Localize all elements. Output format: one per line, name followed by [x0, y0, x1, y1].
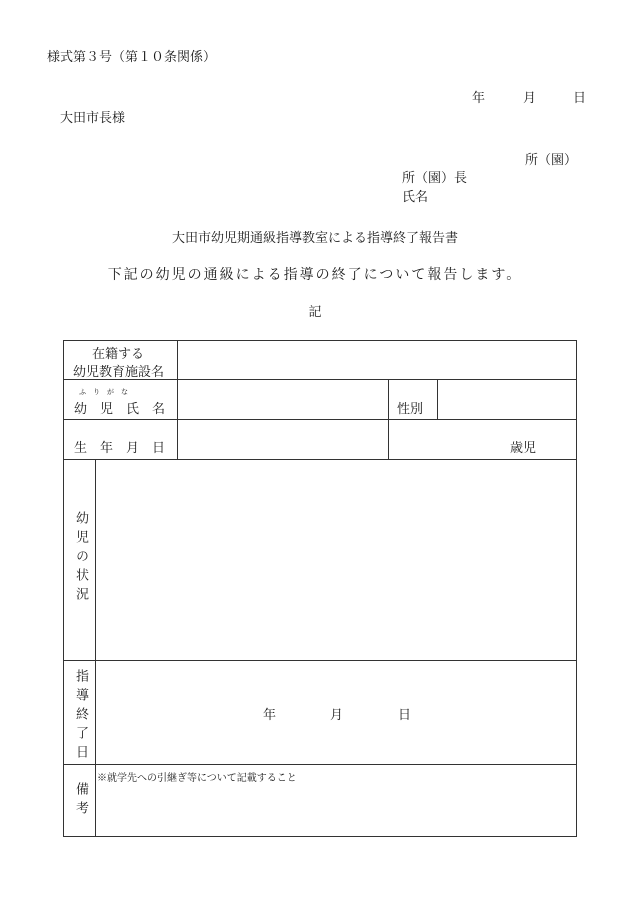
intro-text: 下記の幼児の通級による指導の終了について報告します。	[107, 267, 523, 283]
end-year-label: 年	[263, 708, 277, 723]
director-label: 所（園）長	[402, 171, 468, 186]
facility-label-line2: 幼児教育施設名	[73, 365, 165, 380]
narrow-label-divider	[95, 459, 96, 837]
table-border-right	[576, 340, 577, 837]
row-divider	[63, 419, 577, 420]
gender-value-divider	[437, 379, 438, 419]
name-label: 氏名	[402, 190, 429, 205]
facility-label-line1: 在籍する	[92, 347, 145, 362]
date-year-label: 年	[472, 91, 486, 106]
end-date-label: 指導終了日	[73, 669, 88, 764]
row-divider	[63, 660, 577, 661]
birth-date-label: 生 年 月 日	[74, 441, 166, 456]
age-unit-label: 歳児	[510, 441, 537, 456]
report-date	[472, 87, 586, 106]
table-border-bottom	[63, 836, 577, 837]
report-table	[63, 340, 577, 837]
row-divider	[63, 459, 577, 460]
office-label: 所（園）	[525, 153, 578, 168]
document-title: 大田市幼児期通級指導教室による指導終了報告書	[171, 231, 458, 246]
table-border-top	[63, 340, 577, 341]
end-day-label: 日	[398, 708, 412, 723]
child-name-label: 幼 児 氏 名	[74, 402, 166, 417]
addressee: 大田市長様	[60, 111, 126, 126]
gender-divider	[388, 379, 389, 459]
table-border-left	[63, 340, 64, 837]
date-day-label: 日	[573, 91, 587, 106]
gender-label: 性別	[397, 402, 424, 417]
remarks-label: 備考	[73, 782, 88, 820]
label-column-divider	[177, 340, 178, 459]
date-month-label: 月	[523, 91, 537, 106]
ki-marker: 記	[308, 305, 322, 320]
row-divider	[63, 764, 577, 765]
child-status-label: 幼児の状況	[73, 511, 88, 606]
end-month-label: 月	[330, 708, 344, 723]
child-name-ruby: ふ り が な	[79, 388, 128, 396]
form-number: 様式第３号（第１０条関係）	[47, 50, 217, 65]
remarks-note: ※就学先への引継ぎ等について記載すること	[97, 773, 297, 784]
